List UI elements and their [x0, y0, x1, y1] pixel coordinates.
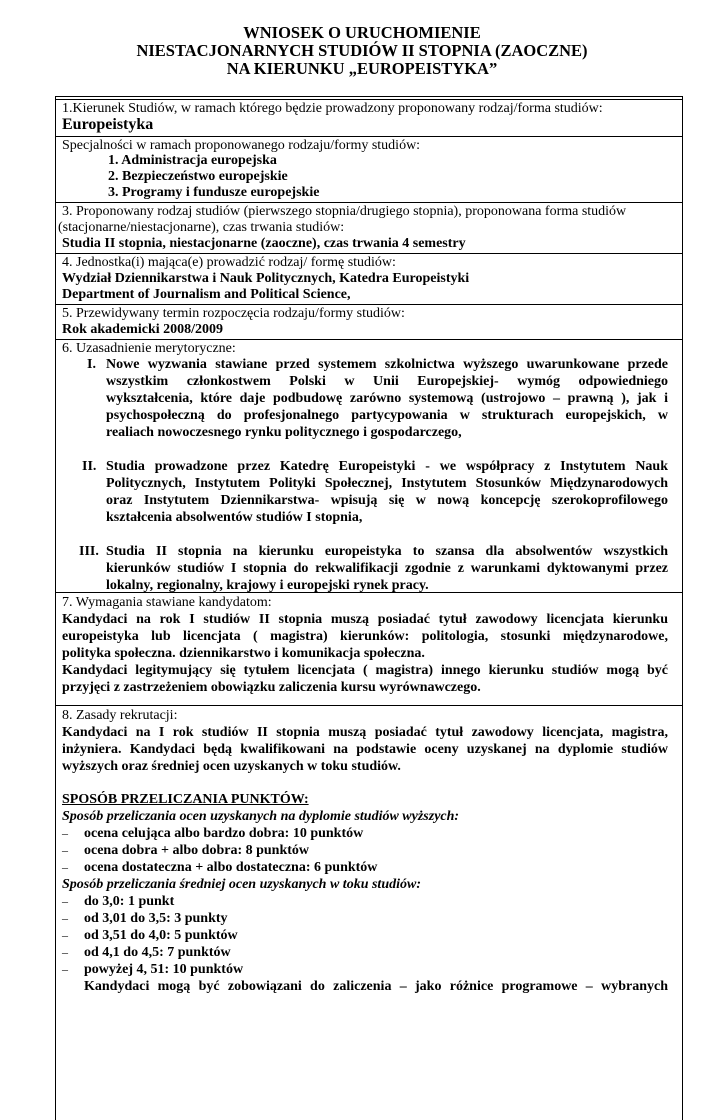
- bullet-dash: –: [62, 911, 68, 925]
- point-line: wszystkim członkostwem Polski w Unii Europejskiej- wymóg odpowiedniego: [106, 374, 668, 389]
- point-number: III.: [79, 544, 99, 559]
- s3-label-2: (stacjonarne/niestacjonarne), czas trwania studiów:: [58, 220, 345, 235]
- bullet-dash: –: [62, 894, 68, 908]
- point-line: realiach nowoczesnego rynku politycznego i gospodarczego,: [106, 425, 462, 440]
- point-line: Politycznych, Instytutem Polityki Społecznej, Instytutem Stosunków Międzynarodowych: [106, 476, 668, 491]
- s7-line: Kandydaci na rok I studiów II stopnia muszą posiadać tytuł zawodowy licencjata kierunku: [62, 612, 668, 627]
- point-line: lokalny, regionalny, krajowy i europejski rynek pracy.: [106, 578, 429, 593]
- diploma-grade-item: ocena dostateczna + albo dostateczna: 6 punktów: [84, 860, 378, 875]
- s5-value: Rok akademicki 2008/2009: [62, 322, 224, 337]
- s7-line: Kandydaci legitymujący się tytułem licencjata ( magistra) innego kierunku studiów mogą być: [62, 663, 668, 678]
- average-grade-item: powyżej 4, 51: 10 punktów: [84, 962, 244, 977]
- average-grade-item: od 4,1 do 4,5: 7 punktów: [84, 945, 231, 960]
- specialization-item: 1. Administracja europejska: [108, 153, 277, 168]
- title-line-2: NIESTACJONARNYCH STUDIÓW II STOPNIA (ZAOCZNE): [136, 41, 588, 60]
- s8-line: wyższych oraz średniej ocen uzyskanych w toku studiów.: [62, 759, 401, 774]
- s4-unit-en: Department of Journalism and Political Science,: [62, 287, 351, 302]
- row-divider: [55, 705, 683, 706]
- s7-line: przyjęci z zastrzeżeniem obowiązku zaliczenia kursu wyrównawczego.: [62, 680, 481, 695]
- bullet-dash: –: [62, 843, 68, 857]
- bullet-dash: –: [62, 945, 68, 959]
- point-number: II.: [82, 459, 97, 474]
- point-line: kierunków studiów I stopnia do rekwalifikacji zgodnie z warunkami dyktowanymi przez: [106, 561, 668, 576]
- point-line: Nowe wyzwania stawiane przed systemem szkolnictwa wyższego uwarunkowane przede: [106, 357, 668, 372]
- row-divider: [55, 96, 683, 97]
- diploma-grade-item: ocena dobra + albo dobra: 8 punktów: [84, 843, 310, 858]
- point-line: wykształcenia, które daje podbudowę zarówno systemową (ustrojowo – prawną ), jak i: [106, 391, 668, 406]
- s8-line: Kandydaci na I rok studiów II stopnia muszą posiadać tytuł zawodowy licencjata, magistra,: [62, 725, 668, 740]
- bullet-dash: –: [62, 826, 68, 840]
- s3-value: Studia II stopnia, niestacjonarne (zaoczne), czas trwania 4 semestry: [62, 236, 466, 251]
- s4-unit-pl: Wydział Dziennikarstwa i Nauk Politycznych, Katedra Europeistyki: [62, 271, 470, 286]
- specialization-item: 2. Bezpieczeństwo europejskie: [108, 169, 288, 184]
- s5-label: 5. Przewidywany termin rozpoczęcia rodzaju/formy studiów:: [62, 306, 405, 321]
- bullet-dash: –: [62, 860, 68, 874]
- points-heading: SPOSÓB PRZELICZANIA PUNKTÓW:: [62, 792, 309, 807]
- s3-label-1: 3. Proponowany rodzaj studiów (pierwszego stopnia/drugiego stopnia), proponowana forma studiów: [62, 204, 627, 219]
- point-line: kształcenia absolwentów studiów I stopnia,: [106, 510, 363, 525]
- s7-label: 7. Wymagania stawiane kandydatom:: [62, 595, 272, 610]
- s2-label: Specjalności w ramach proponowanego rodzaju/formy studiów:: [62, 138, 421, 153]
- s8-label: 8. Zasady rekrutacji:: [62, 708, 178, 723]
- bullet-dash: –: [62, 962, 68, 976]
- s8-line: inżyniera. Kandydaci będą kwalifikowani na podstawie oceny uzyskanej na dyplomie studiów: [62, 742, 668, 757]
- title-line-3: NA KIERUNKU „EUROPEISTYKA”: [226, 59, 498, 78]
- specialization-item: 3. Programy i fundusze europejskie: [108, 185, 320, 200]
- average-grade-item: do 3,0: 1 punkt: [84, 894, 175, 909]
- title-line-1: WNIOSEK O URUCHOMIENIE: [243, 23, 481, 42]
- point-line: oraz Instytutem Dziennikarstwa- wpisują się w nową koncepcję szerokoprofilowego: [106, 493, 668, 508]
- s1-value: Europeistyka: [62, 116, 154, 133]
- diploma-subheading: Sposób przeliczania ocen uzyskanych na dyplomie studiów wyższych:: [62, 809, 460, 824]
- s8-closing: Kandydaci mogą być zobowiązani do zaliczenia – jako różnice programowe – wybranych: [84, 979, 668, 994]
- diploma-grade-item: ocena celująca albo bardzo dobra: 10 punktów: [84, 826, 364, 841]
- bullet-dash: –: [62, 928, 68, 942]
- average-grade-item: od 3,01 do 3,5: 3 punkty: [84, 911, 228, 926]
- s1-label: 1.Kierunek Studiów, w ramach którego będzie prowadzony proponowany rodzaj/forma studiów:: [62, 101, 603, 116]
- average-grade-item: od 3,51 do 4,0: 5 punktów: [84, 928, 238, 943]
- point-number: I.: [87, 357, 96, 372]
- document-title: [0, 24, 724, 78]
- point-line: Studia II stopnia na kierunku europeistyka to szansa dla absolwentów wszystkich: [106, 544, 668, 559]
- s7-line: europeistyka lub licencjata ( magistra) kierunków: politologia, stosunki międzynarodowe,: [62, 629, 668, 644]
- average-subheading: Sposób przeliczania średniej ocen uzyskanych w toku studiów:: [62, 877, 421, 892]
- s6-label: 6. Uzasadnienie merytoryczne:: [62, 341, 236, 356]
- point-line: Studia prowadzone przez Katedrę Europeistyki - we współpracy z Instytutem Nauk: [106, 459, 668, 474]
- s7-line: polityka społeczna. dziennikarstwo i komunikacja społeczna.: [62, 646, 425, 661]
- point-line: psychospołeczną do profesjonalnego partycypowania w strukturach europejskich, w: [106, 408, 668, 423]
- s4-label: 4. Jednostka(i) mająca(e) prowadzić rodzaj/ formę studiów:: [62, 255, 396, 270]
